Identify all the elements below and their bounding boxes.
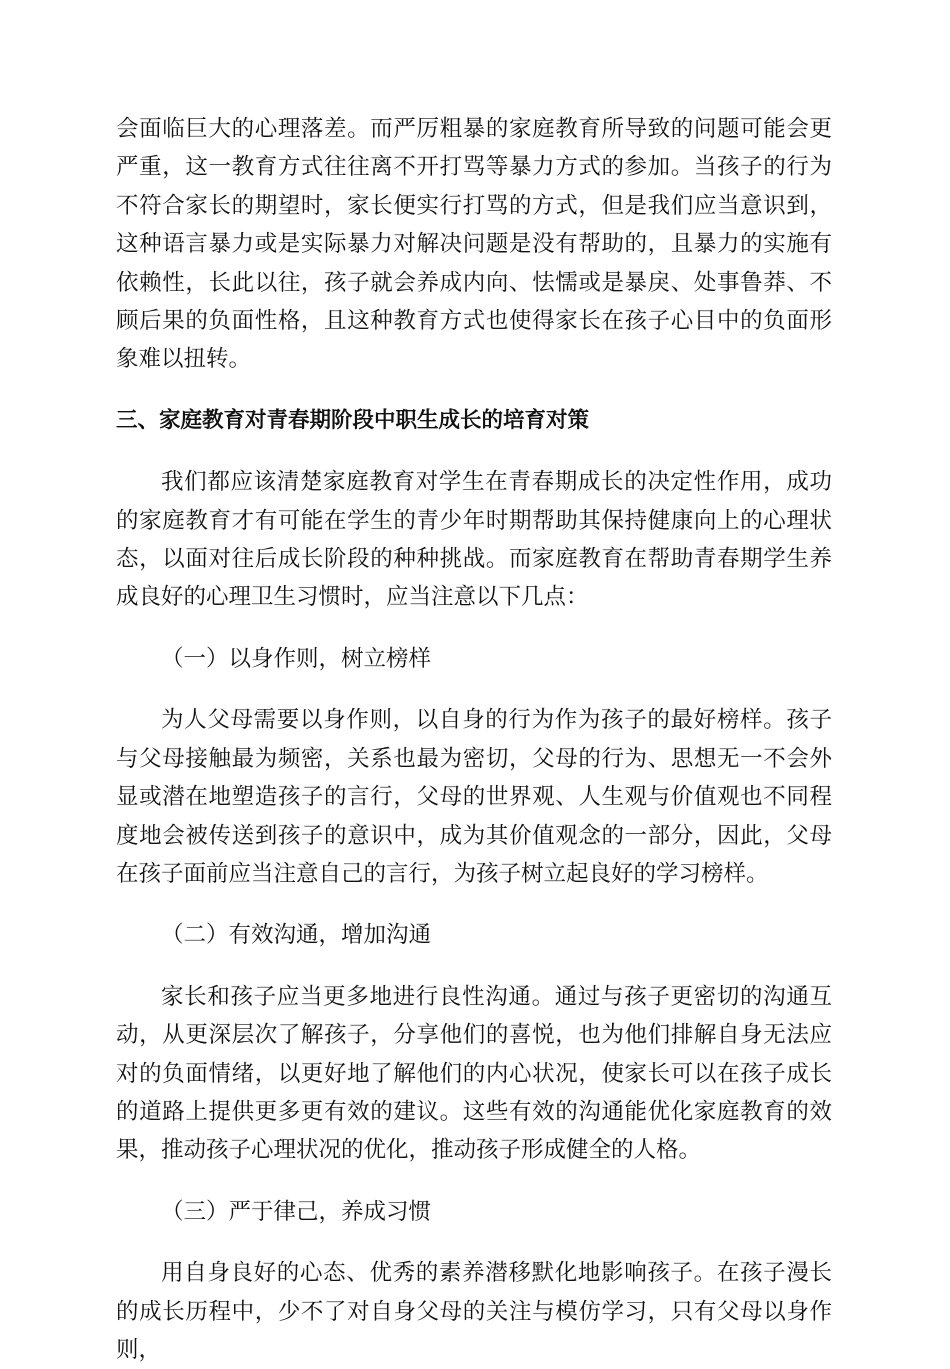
subsection-heading-3: （三）严于律己，养成习惯 [161, 1198, 432, 1225]
document-body [116, 110, 832, 1369]
subsection-heading-1: （一）以身作则，树立榜样 [161, 645, 432, 672]
intro-paragraph: 会面临巨大的心理落差。而严厉粗暴的家庭教育所导致的问题可能会更严重，这一教育方式往往离不开打骂等暴力方式的参加。当孩子的行为不符合家长的期望时，家长便实行打骂的方式，但是我们应当意识到，这种语言暴力或是实际暴力对解决问题是没有帮助的，且暴力的实施有依赖性，长此以往，孩子就会养成内向、怯懦或是暴戾、处事鲁莽、不顾后果的负面性格，且这种教育方式也使得家长在孩子心目中的负面形象难以扭转。 [116, 116, 832, 373]
subsection-heading-2: （二）有效沟通，增加沟通 [161, 922, 432, 949]
subsection-paragraph-2: 家长和孩子应当更多地进行良性沟通。通过与孩子更密切的沟通互动，从更深层次了解孩子，分享他们的喜悦，也为他们排解自身无法应对的负面情绪，以更好地了解他们的内心状况，使家长可以在孩子成长的道路上提供更多更有效的建议。这些有效的沟通能优化家庭教育的效果，推动孩子心理状况的优化，推动孩子形成健全的人格。 [116, 983, 832, 1164]
subsection-paragraph-3: 用自身良好的心态、优秀的素养潜移默化地影响孩子。在孩子漫长的成长历程中，少不了对自身父母的关注与模仿学习，只有父母以身作则， [116, 1260, 832, 1363]
section-paragraph: 我们都应该清楚家庭教育对学生在青春期成长的决定性作用，成功的家庭教育才有可能在学生的青少年时期帮助其保持健康向上的心理状态，以面对往后成长阶段的种种挑战。而家庭教育在帮助青春期学生养成良好的心理卫生习惯时，应当注意以下几点： [116, 469, 832, 611]
subsection-paragraph-1: 为人父母需要以身作则，以自身的行为作为孩子的最好榜样。孩子与父母接触最为频密，关系也最为密切，父母的行为、思想无一不会外显或潜在地塑造孩子的言行，父母的世界观、人生观与价值观也不同程度地会被传送到孩子的意识中，成为其价值观念的一部分，因此，父母在孩子面前应当注意自己的言行，为孩子树立起良好的学习榜样。 [116, 707, 832, 887]
section-heading: 三、家庭教育对青春期阶段中职生成长的培育对策 [116, 407, 590, 433]
